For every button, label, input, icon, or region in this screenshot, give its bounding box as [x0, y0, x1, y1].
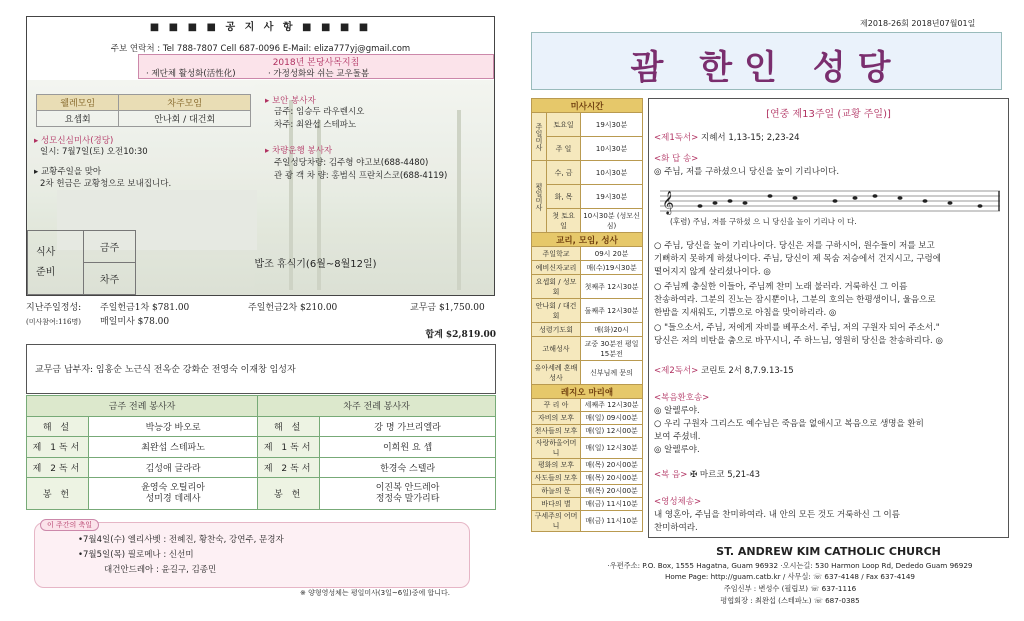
schedule-item: 주일학교: [532, 247, 581, 261]
church-title: 괌 한인 성당: [630, 48, 903, 88]
schedule-sunday-label: 주일미사: [532, 113, 547, 161]
schedule-time: 매(목) 20시00분: [581, 472, 643, 485]
schedule-time: 첫째주 12시30분: [581, 275, 643, 299]
schedule-header: 교리, 모임, 성사: [532, 233, 643, 247]
alleluia-line: ◎ 알렐루야.: [654, 406, 700, 416]
finance-block: [26, 300, 496, 327]
schedule-item: 성령기도회: [532, 323, 581, 337]
schedule-item: 사랑하올어머니: [532, 438, 581, 459]
group-cell: 요셉회: [37, 111, 119, 127]
guard-line: 차주: 최완섭 스테파노: [274, 120, 357, 130]
schedule-item: 유아세례 혼배성사: [532, 361, 581, 385]
schedule-item: 안나회 / 대건회: [532, 299, 581, 323]
psalm-line: ○ 주님, 당신을 높이 기리나이다. 당신은 저를 구하시어, 원수들이 저를 보고: [654, 241, 935, 251]
service-role: 해 설: [27, 416, 89, 437]
meal-note: 밥조 휴식기(6월~8월12일): [254, 259, 377, 270]
parking-line: 관 광 객 차 량: 홍범식 프란치스코(688-4119): [274, 171, 448, 181]
schedule-time: 매(금) 11시10분: [581, 498, 643, 511]
service-person: 윤영숙 오틸리아 성미경 데레사: [89, 478, 258, 510]
psalm-line: 기뻐하지 못하게 하셨나이다. 주님, 당신이 제 목숨 저승에서 건지시고, 구렁에: [654, 254, 941, 264]
schedule-item: 천사들의 모후: [532, 425, 581, 438]
psalm-line: 떨어지지 않게 살리셨나이다. ◎: [654, 267, 771, 277]
service-role: 제 2독서: [258, 457, 320, 478]
communion-line: 찬미하여라.: [654, 523, 698, 533]
address: ·우편주소: P.O. Box, 1555 Hagatna, Guam 96932 ·오시는길: 530 Harmon Loop Rd, Dededo Guam 96929: [607, 561, 973, 570]
finance-attend-label: 지난주일정성:: [26, 303, 82, 313]
schedule-time: 10시30분: [581, 137, 643, 161]
finance-weekday: 매일미사 $78.00: [100, 317, 170, 327]
guard-title: ▸ 보안 봉사자: [265, 96, 316, 106]
feast-line: 대건안드레아 : 윤길구, 김종민: [104, 565, 217, 575]
alleluia-line: 보여 주셨네.: [654, 432, 701, 442]
meal-table: [27, 230, 495, 295]
schedule-time: 매(목) 20시00분: [581, 459, 643, 472]
music-staff: [660, 187, 1000, 217]
schedule-weekday-label: 평일미사: [532, 161, 547, 233]
psalm-line: 당신은 저의 비탄을 춤으로 바꾸시니, 주 하느님, 영원히 당신을 찬송하리다. ◎: [654, 336, 943, 346]
psalm-refrain: ◎ 주님, 저를 구하셨으니 당신을 높이 기리나이다.: [654, 167, 840, 177]
service-person: 김성애 글라라: [89, 457, 258, 478]
parking-line: 주일성당차량: 김주형 야고보(688-4480): [274, 158, 429, 168]
schedule-item: 사도들의 모후: [532, 472, 581, 485]
schedule-time: 매(목) 20시00분: [581, 485, 643, 498]
church-name: ST. ANDREW KIM CATHOLIC CHURCH: [716, 545, 941, 558]
contact-info: 주보 연락처 : Tel 788-7807 Cell 687-0096 E-Mail: eliza777yj@gmail.com: [110, 44, 411, 54]
donor-box: [26, 344, 496, 394]
donor-list: 교무금 납부자: 임홍순 노근식 전옥순 강화순 전영숙 이재창 임성자: [35, 365, 296, 375]
service-person: 박능강 바오로: [89, 416, 258, 437]
president: 평협회장 : 최완섭 (스테파노) ☏ 687-0385: [720, 596, 860, 605]
psalm-label: <화 답 송>: [654, 154, 699, 164]
schedule-time: 매(일) 12시00분: [581, 425, 643, 438]
communion-line: 내 영혼아, 주님을 찬미하여라. 내 안의 모든 것도 거룩하신 그 이름: [654, 510, 900, 520]
schedule-time: 매(화)20시: [581, 323, 643, 337]
communion-label: <영성체송>: [654, 497, 702, 507]
schedule-day: 첫 토요일: [547, 209, 581, 233]
schedule-header: 레지오 마리애: [532, 385, 643, 399]
schedule-time: 19시30분: [581, 185, 643, 209]
prayer-title: ▸ 성모신심미사(경당): [34, 136, 114, 146]
psalm-line: ○ 주님께 충실한 이들아, 주님께 찬미 노래 불러라. 거룩하신 그 이름: [654, 282, 908, 292]
schedule-item: 꾸 리 아: [532, 399, 581, 412]
schedule-time: 19시30분: [581, 113, 643, 137]
schedule-table: [531, 98, 643, 532]
reading1: <제1독서> 지혜서 1,13-15; 2,23-24: [654, 133, 800, 143]
pastoral-guide-item: · 제단체 활성화(活性化): [146, 69, 236, 79]
homepage: Home Page: http://guam.catb.kr / 사무실: ☏ 637-4148 / Fax 637-4149: [665, 572, 915, 581]
psalm-line: 한밤을 지새워도, 기쁨으로 아침을 맞이하리라. ◎: [654, 308, 837, 318]
psalm-line: 찬송하여라. 그분의 진노는 잠시뿐이나, 그분의 호의는 한평생이니, 울음으로: [654, 295, 936, 305]
alleluia-line: ○ 우리 구원자 그리스도 예수님은 죽음을 없애시고 복음으로 생명을 환히: [654, 419, 924, 429]
group-meeting-table: [36, 94, 251, 127]
service-role: 봉 헌: [258, 478, 320, 510]
collection-title: ▸ 교황주일을 맞아: [34, 167, 102, 177]
service-role: 봉 헌: [27, 478, 89, 510]
psalm-line: ○ "들으소서, 주님, 저에게 자비를 베푸소서. 주님, 저의 구원자 되어 주소서.": [654, 323, 940, 333]
meal-label: 식사 준비: [28, 231, 84, 295]
service-person: 한경숙 스텔라: [320, 457, 496, 478]
reading2: <제2독서> 코린토 2서 8,7.9.13-15: [654, 366, 794, 376]
finance-second: 주일헌금2차 $210.00: [248, 303, 338, 313]
parking-title: ▸ 차량운행 봉사자: [265, 146, 333, 156]
collection-text: 2차 헌금은 교황청으로 보내집니다.: [40, 179, 172, 189]
schedule-item: 하늘의 문: [532, 485, 581, 498]
schedule-item: 바다의 별: [532, 498, 581, 511]
guard-line: 금주: 임승두 라우렌시오: [274, 107, 365, 117]
svg-text:𝄞: 𝄞: [662, 190, 674, 214]
schedule-day: 토요일: [547, 113, 581, 137]
issue-number: 제2018-26회 2018년07월01일: [860, 19, 976, 28]
service-header-next-week: 차주 전례 봉사자: [258, 396, 496, 417]
service-person: 최완섭 스테파노: [89, 437, 258, 458]
liturgy-service-table: [26, 395, 496, 510]
schedule-day: 수, 금: [547, 161, 581, 185]
finance-attend-sub: (미사참여:116명): [26, 318, 81, 326]
feast-line: •7월5일(목) 필로메나 : 신선미: [78, 550, 194, 560]
schedule-time: 매(금) 11시10분: [581, 511, 643, 532]
schedule-item: 고해성사: [532, 337, 581, 361]
alleluia-label: <복음환호송>: [654, 393, 710, 403]
schedule-item: 예비신자교리: [532, 261, 581, 275]
schedule-time: 신부님께 문의: [581, 361, 643, 385]
schedule-time: 매(수)19시30분: [581, 261, 643, 275]
schedule-time: 매(일) 12시30분: [581, 438, 643, 459]
pastoral-guide-item: · 가정성화와 쉬는 교우돌봄: [268, 69, 370, 79]
footnote: ※ 양형영성체는 평일미사(3일~6일)중에 합니다.: [300, 589, 450, 597]
group-header: 웰레모임: [37, 95, 119, 111]
schedule-item: 요셉회 / 성모회: [532, 275, 581, 299]
pastor: 주임신부 : 변성수 (필립보) ☏ 637-1116: [723, 584, 857, 593]
schedule-time: 09시 20분: [581, 247, 643, 261]
finance-dues: 교무금 $1,750.00: [410, 303, 485, 313]
schedule-time: 세째주 12시30분: [581, 399, 643, 412]
music-lyrics: (후렴) 주님, 저를 구하셨 으 니 당신을 높이 기리나 이 다.: [670, 217, 857, 226]
pastoral-guide-title: 2018년 본당사목지침: [272, 58, 360, 68]
service-header-this-week: 금주 전례 봉사자: [27, 396, 258, 417]
schedule-time: 둘째주 12시30분: [581, 299, 643, 323]
group-cell: 안나회 / 대건회: [119, 111, 251, 127]
schedule-item: 구세주의 어머니: [532, 511, 581, 532]
schedule-time: 10시30분: [581, 161, 643, 185]
feast-line: •7월4일(수) 엘리사벳 : 전혜진, 황찬숙, 강연주, 문경자: [78, 535, 284, 545]
notice-title: ■ ■ ■ ■ 공 지 사 항 ■ ■ ■ ■: [149, 22, 372, 33]
service-role: 제 2독서: [27, 457, 89, 478]
service-role: 해 설: [258, 416, 320, 437]
schedule-item: 평화의 모후: [532, 459, 581, 472]
schedule-header: 미사시간: [532, 99, 643, 113]
service-role: 제 1독서: [258, 437, 320, 458]
service-role: 제 1독서: [27, 437, 89, 458]
alleluia-line: ◎ 알렐루야.: [654, 445, 700, 455]
group-header: 차주모임: [119, 95, 251, 111]
prayer-text: 일시: 7월7일(토) 오전10:30: [40, 147, 148, 157]
schedule-time: 10시30분 (성모신심): [581, 209, 643, 233]
service-person: 이진복 안드레아 정정숙 말가리타: [320, 478, 496, 510]
sunday-title: [연중 제13주일 (교황 주일)]: [766, 109, 891, 120]
finance-first: 주일헌금1차 $781.00: [100, 303, 190, 313]
gospel: <복 음> ✠ 마르코 5,21-43: [654, 470, 761, 480]
meal-next-week: 차주: [84, 263, 136, 295]
finance-total: 합계 $2,819.00: [425, 330, 496, 340]
schedule-day: 화, 목: [547, 185, 581, 209]
schedule-time: 교중 30분전 평일 15분전: [581, 337, 643, 361]
service-person: 이희원 요 셉: [320, 437, 496, 458]
service-person: 강 명 가브리엘라: [320, 416, 496, 437]
schedule-item: 자비의 모후: [532, 412, 581, 425]
schedule-day: 주 일: [547, 137, 581, 161]
schedule-time: 매(일) 09시00분: [581, 412, 643, 425]
feast-tag: 이 주간의 축일: [40, 519, 99, 531]
meal-this-week: 금주: [84, 231, 136, 263]
